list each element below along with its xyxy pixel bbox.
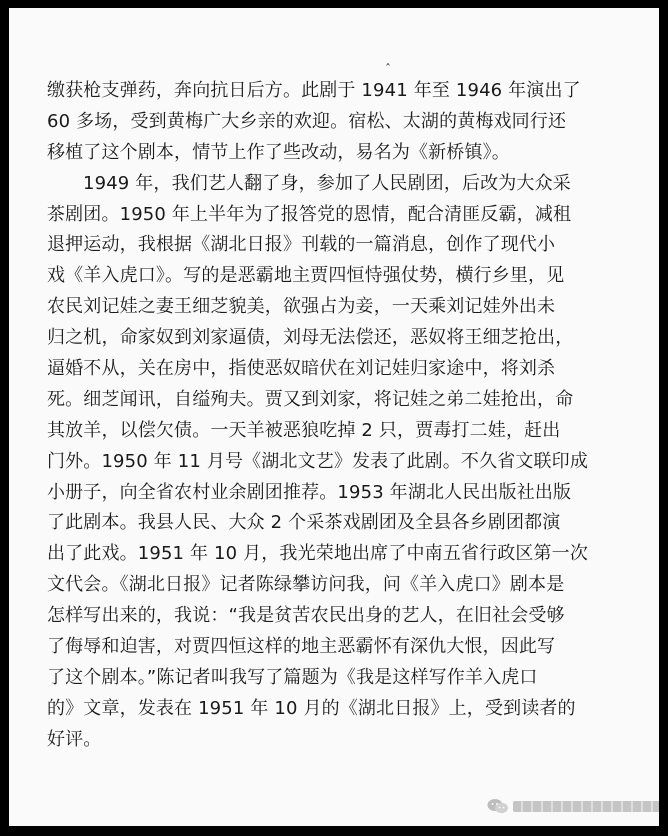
text-line: 的》文章，发表在 1951 年 10 月的《湖北日报》上，受到读者的 [47, 697, 576, 719]
text-line: 小册子，向全省农村业余剧团推荐。1953 年湖北人民出版社出版 [47, 481, 572, 503]
text-line: 出了此戏。1951 年 10 月，我光荣地出席了中南五省行政区第一次 [47, 543, 588, 565]
text-line: 了此剧本。我县人民、大众 2 个采茶戏剧团及全县各乡剧团都演 [47, 512, 561, 534]
text-line: 60 多场，受到黄梅广大乡亲的欢迎。宿松、太湖的黄梅戏同行还 [47, 110, 567, 132]
wechat-icon [487, 798, 509, 814]
text-line: 戏《羊入虎口》。写的是恶霸地主贾四恒恃强仗势，横行乡里，见 [47, 265, 565, 287]
text-line: 逼婚不从，关在房中，指使恶奴暗伏在刘记娃归家途中，将刘杀 [47, 358, 556, 380]
text-line: 了这个剧本。”陈记者叫我写了篇题为《我是这样写作羊入虎口 [47, 666, 538, 688]
text-line: 好评。 [47, 728, 102, 750]
text-line: 死。细芝闻讯，自缢殉夫。贾又到刘家，将记娃之弟二娃抢出，命 [47, 388, 574, 410]
text-line: 归之机，命家奴到刘家逼债，刘母无法偿还，恶奴将王细芝抢出， [47, 327, 574, 349]
document-page [9, 8, 659, 826]
text-line: 退押运动，我根据《湖北日报》刊载的一篇消息，创作了现代小 [47, 234, 556, 256]
text-line: 怎样写出来的，我说：“我是贫苦农民出身的艺人，在旧社会受够 [47, 605, 565, 627]
text-line: 移植了这个剧本，情节上作了些改动，易名为《新桥镇》。 [47, 141, 510, 163]
text-line: 缴获枪支弹药，奔向抗日后方。此剧于 1941 年至 1946 年演出了 [47, 80, 581, 101]
text-line: 门外。1950 年 11 月号《湖北文艺》发表了此剧。不久省文联印成 [47, 450, 588, 472]
text-line: 文代会。《湖北日报》记者陈绿攀访问我，问《羊入虎口》剧本是 [47, 574, 565, 596]
text-line: 茶剧团。1950 年上半年为了报答党的恩情，配合清匪反霸，减租 [47, 203, 572, 225]
text-line: 农民刘记娃之妻王细芝貌美，欲强占为妾，一天乘刘记娃外出未 [47, 296, 556, 318]
stray-mark: ˆ [385, 62, 391, 76]
watermark-text-blurred [513, 801, 659, 812]
text-line: 了侮辱和迫害，对贾四恒这样的地主恶霸怀有深仇大恨，因此写 [47, 636, 556, 658]
text-line: 其放羊，以偿欠债。一天羊被恶狼吃掉 2 只，贾毒打二娃，赶出 [47, 419, 561, 441]
watermark [487, 798, 659, 814]
paragraph-start-line: 1949 年，我们艺人翻了身，参加了人民剧团，后改为大众采 [83, 172, 571, 194]
text-body [47, 76, 632, 756]
